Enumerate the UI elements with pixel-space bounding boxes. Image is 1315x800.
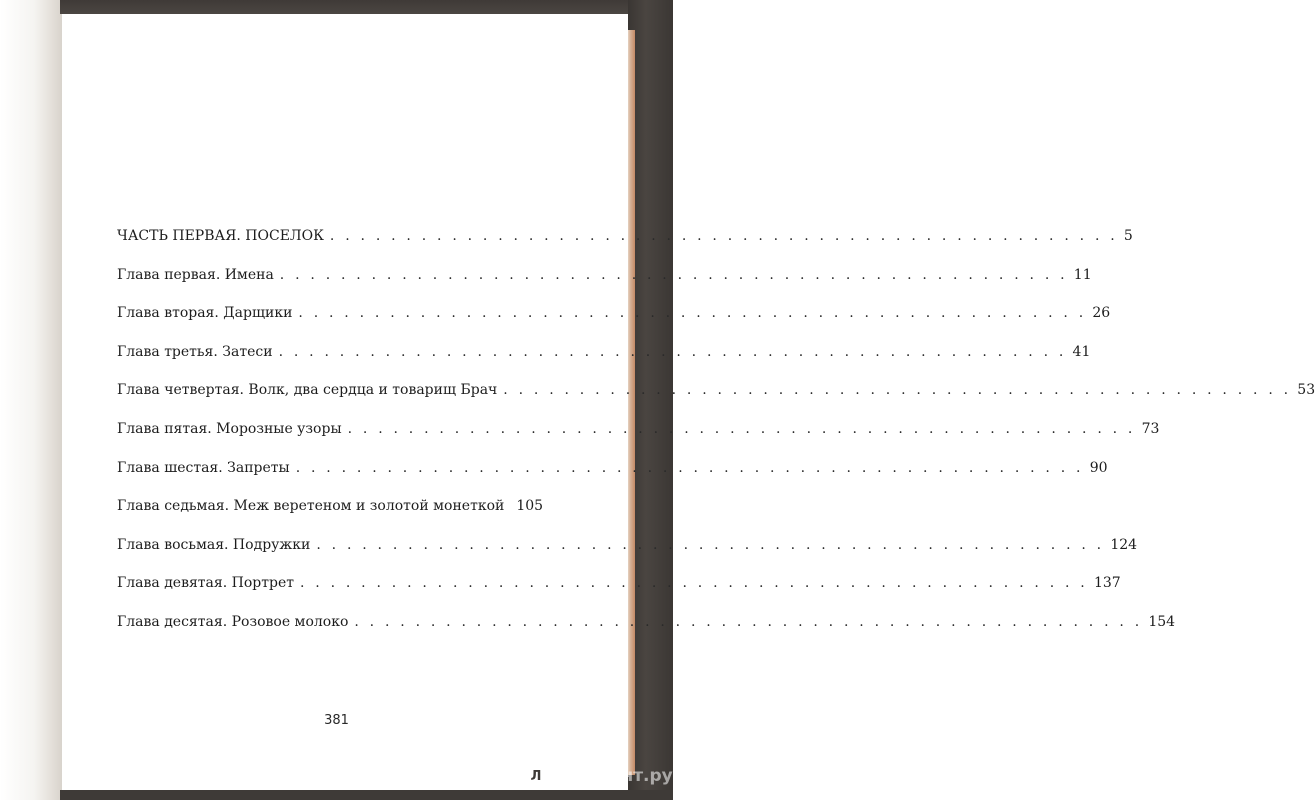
table-of-contents — [117, 228, 1315, 653]
toc-entry — [117, 536, 1138, 576]
toc-entry — [117, 498, 543, 537]
toc-entry — [117, 382, 1315, 421]
toc-entry-page: 124 — [1110, 536, 1138, 553]
book-gutter — [0, 0, 62, 800]
toc-entry — [117, 228, 1133, 267]
toc-dot-leader: . . . . . . . . . . . . . . . . . . . . . . . . . . . . . . . . . . . . . . . . . . . . . . . . . . . . — [279, 266, 1068, 283]
toc-entry-title: Глава четвертая. Волк, два сердца и товарищ Брач — [117, 382, 498, 399]
toc-entry — [117, 575, 1121, 614]
toc-entry-title: Глава пятая. Морозные узоры — [117, 420, 342, 437]
toc-entry-title: Глава девятая. Портрет — [117, 575, 294, 592]
book-cover-top — [60, 0, 673, 14]
toc-entry — [117, 343, 1091, 383]
toc-entry-title: Глава восьмая. Подружки — [117, 536, 311, 553]
toc-entry-page: 41 — [1072, 343, 1091, 360]
labirint-logo-icon: Л — [527, 767, 545, 785]
toc-dot-leader: . . . . . . . . . . . . . . . . . . . . . . . . . . . . . . . . . . . . . . . . . . . . . . . . . . . . — [278, 343, 1067, 360]
toc-entry-page: 73 — [1141, 420, 1160, 437]
toc-entry-title: Глава седьмая. Меж веретеном и золотой монеткой — [117, 498, 505, 515]
toc-entry-page: 5 — [1123, 228, 1133, 244]
toc-dot-leader: . . . . . . . . . . . . . . . . . . . . . . . . . . . . . . . . . . . . . . . . . . . . . . . . . . . . — [347, 420, 1136, 437]
toc-entry-page: 105 — [516, 498, 544, 515]
toc-entry-page: 11 — [1073, 266, 1092, 283]
toc-entry-title: Глава шестая. Запреты — [117, 459, 290, 476]
toc-entry — [117, 459, 1108, 499]
watermark — [527, 766, 673, 786]
toc-entry-page: 137 — [1093, 575, 1121, 592]
toc-dot-leader: . . . . . . . . . . . . . . . . . . . . . . . . . . . . . . . . . . . . . . . . . . . . . . . . . . . . — [298, 305, 1087, 322]
toc-dot-leader: . . . . . . . . . . . . . . . . . . . . . . . . . . . . . . . . . . . . . . . . . . . . . . . . . . . . — [329, 228, 1118, 244]
toc-entry — [117, 266, 1092, 306]
toc-dot-leader: . . . . . . . . . . . . . . . . . . . . . . . . . . . . . . . . . . . . . . . . . . . . . . . . . . . . — [316, 536, 1105, 553]
toc-entry-title: ЧАСТЬ ПЕРВАЯ. ПОСЕЛОК — [117, 228, 324, 244]
toc-dot-leader: . . . . . . . . . . . . . . . . . . . . . . . . . . . . . . . . . . . . . . . . . . . . . . . . . . . . — [503, 382, 1292, 399]
toc-entry — [117, 420, 1160, 460]
toc-entry — [117, 613, 1176, 653]
toc-entry-page: 154 — [1148, 613, 1176, 630]
toc-entry-title: Глава третья. Затеси — [117, 343, 273, 360]
toc-dot-leader: . . . . . . . . . . . . . . . . . . . . . . . . . . . . . . . . . . . . . . . . . . . . . . . . . . . . — [295, 459, 1084, 476]
toc-entry-title: Глава вторая. Дарщики — [117, 305, 293, 322]
toc-dot-leader: . . . . . . . . . . . . . . . . . . . . . . . . . . . . . . . . . . . . . . . . . . . . . . . . . . . . — [354, 613, 1143, 630]
toc-entry-title: Глава первая. Имена — [117, 266, 274, 283]
toc-entry-page: 53 — [1297, 382, 1315, 399]
page-number: 381 — [324, 713, 349, 728]
watermark-text: Лабиринт.ру — [548, 766, 673, 786]
toc-entry-page: 26 — [1092, 305, 1111, 322]
toc-entry-title: Глава десятая. Розовое молоко — [117, 613, 349, 630]
book-cover-bottom — [60, 790, 673, 800]
toc-entry — [117, 305, 1111, 344]
toc-dot-leader: . . . . . . . . . . . . . . . . . . . . . . . . . . . . . . . . . . . . . . . . . . . . . . . . . . . . — [299, 575, 1088, 592]
toc-entry-page: 90 — [1089, 459, 1108, 476]
